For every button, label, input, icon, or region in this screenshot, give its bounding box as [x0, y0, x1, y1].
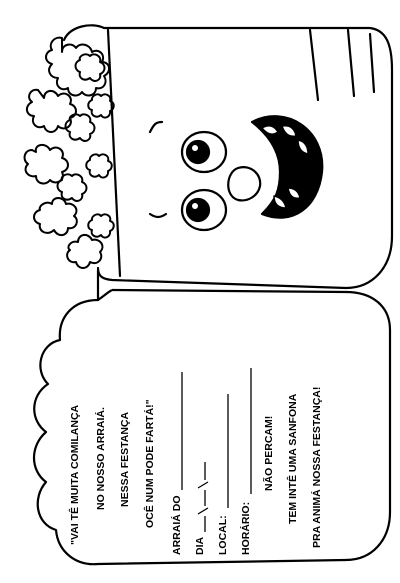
closing-line: TEM INTÊ UMA SANFONA	[287, 393, 299, 524]
horario-label: HORÁRIO:	[240, 501, 252, 555]
pupil	[187, 141, 209, 163]
invitation-line: OCÊ NUM PODE FARTÁ!"	[144, 399, 156, 528]
eyebrow	[150, 122, 162, 132]
invitation-card	[34, 270, 390, 564]
bag-stripe	[370, 34, 374, 92]
bag-stripe	[348, 30, 354, 96]
arraia-label: ARRAIÁ DO	[171, 495, 183, 555]
nose	[228, 167, 260, 200]
closing-line: PRA ANIMÁ NOSSA FESTANÇA!	[311, 386, 323, 548]
bag-stripe	[310, 30, 318, 100]
invitation-line: NESSA FESTANÇA	[119, 411, 131, 507]
dia-blank	[198, 462, 208, 532]
popcorn-character	[25, 25, 392, 288]
popcorn-puffs	[25, 38, 114, 268]
closing-line: NÃO PERCAM!	[263, 415, 275, 491]
local-label: LOCAL:	[217, 515, 229, 555]
invitation-text	[68, 368, 323, 555]
dia-label: DIA	[194, 536, 206, 555]
invitation-line: NO NOSSO ARRAIÁ.	[95, 407, 107, 510]
face	[150, 116, 322, 230]
pupil	[187, 199, 209, 221]
card-outline	[34, 270, 390, 564]
card-connector	[98, 290, 112, 300]
invitation-line: "VAI TÊ MUITA COMILANÇA	[69, 404, 81, 545]
eyebrow	[150, 214, 166, 217]
